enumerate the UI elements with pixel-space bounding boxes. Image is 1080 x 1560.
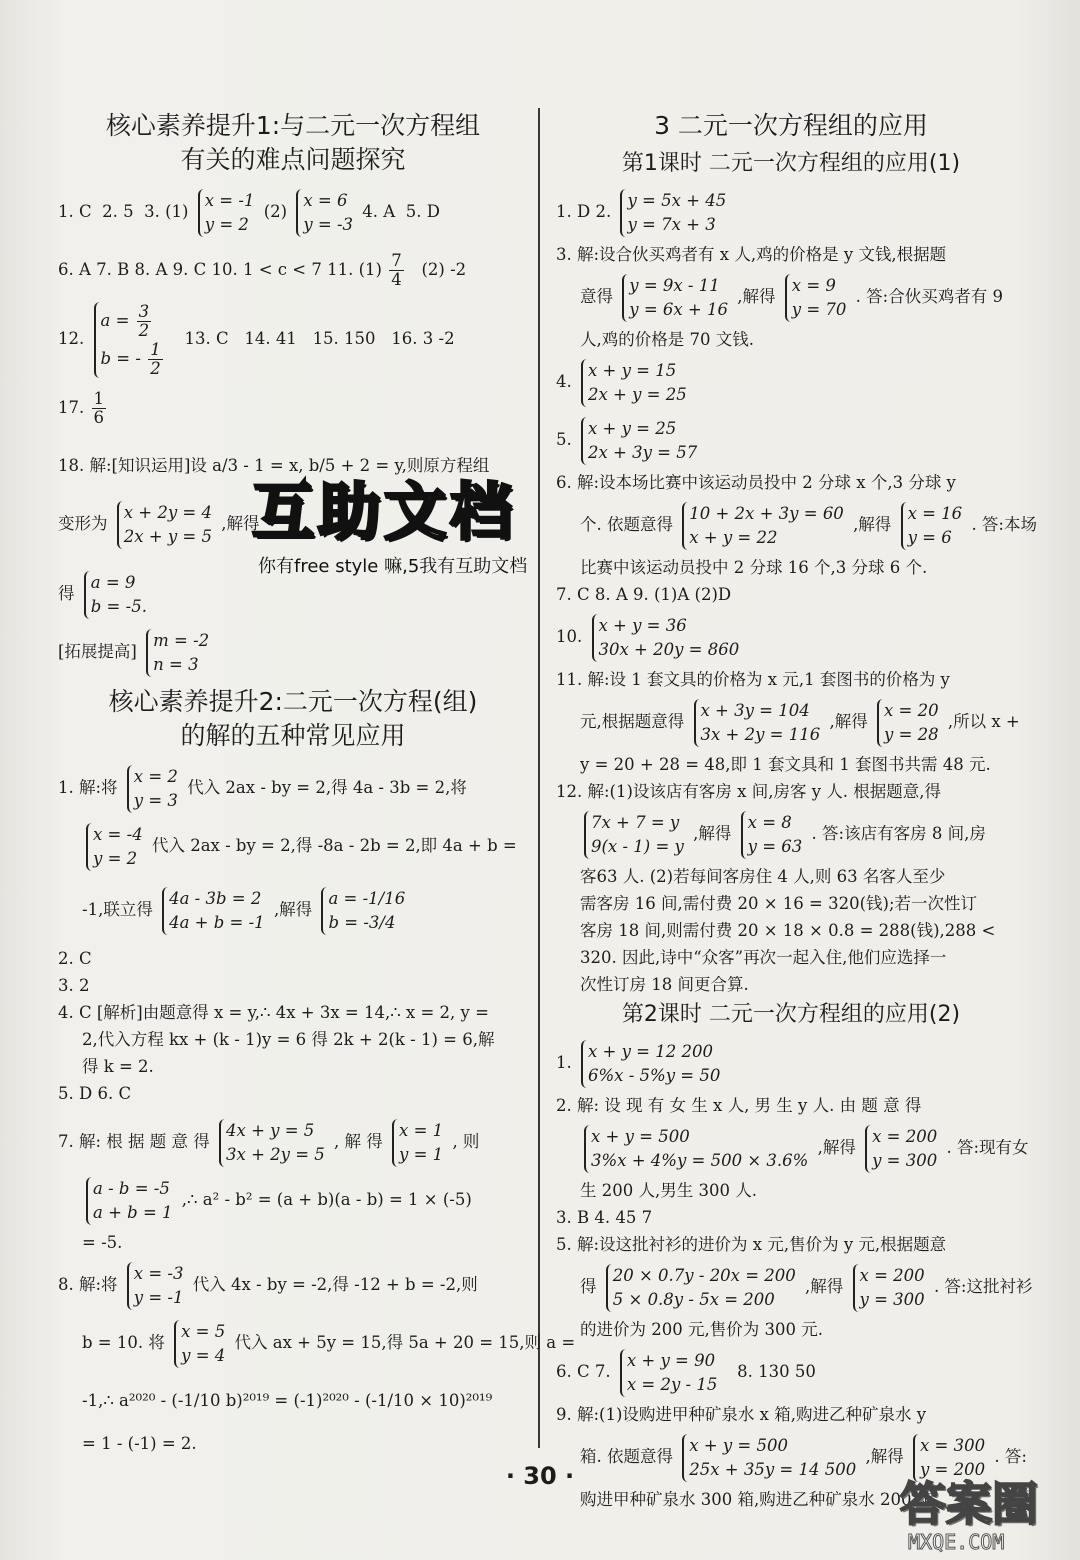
r-answer-11-cont: 元,根据题意得 x + 3y = 104 3x + 2y = 116 ,解得 x = 20 y = 28 ,所以 x + [556, 693, 1026, 751]
app-1-cont: x = -4 y = 2 代入 2ax - by = 2,得 -8a - 2b = 2,即 4a + b = [58, 817, 528, 875]
lesson-2-title: 第2课时 二元一次方程组的应用(2) [621, 1002, 961, 1027]
s-answer-3-4: 3. B 4. 45 7 [556, 1208, 653, 1227]
s-answer-5-cont: 得 20 × 0.7y - 20x = 200 5 × 0.8y - 5x = 200 ,解得 x = 200 y = 300 . 答:这批衬衫 [556, 1258, 1026, 1316]
app-7-cont: a - b = -5 a + b = 1 ,∴ a² - b² = (a + b)(a - b) = 1 × (-5) [58, 1171, 528, 1229]
answer-18: 18. 解:[知识运用]设 a/3 - 1 = x, b/5 + 2 = y,则原方程组 [58, 456, 490, 475]
app-8-end: = 1 - (-1) = 2. [82, 1434, 197, 1453]
r-answer-6-end: 比赛中该运动员投中 2 分球 16 个,3 分球 6 个. [580, 558, 928, 577]
lesson-1-title: 第1课时 二元一次方程组的应用(1) [621, 151, 961, 176]
app-8-cont: b = 10. 将 x = 5 y = 4 代入 ax + 5y = 15,得 5a + 20 = 15,则 a = [58, 1314, 528, 1372]
r-answer-12-l4: 需客房 16 间,需付费 20 × 16 = 320(钱);若一次性订 [580, 894, 978, 913]
s-answer-2-end: 生 200 人,男生 300 人. [580, 1181, 757, 1200]
r-answer-6-cont: 个. 依题意得 10 + 2x + 3y = 60 x + y = 22 ,解得 x = 16 y = 6 . 答:本场 [556, 496, 1026, 554]
chapter-title: 3 二元一次方程组的应用 [654, 111, 928, 140]
app-4-end: 得 k = 2. [82, 1057, 154, 1076]
answers-12-16: 12. a = $\frac{3}{2}$ b = - $\frac{1}{2}$ 13. C 14. 41 15. 150 16. 3 -2 [58, 301, 455, 378]
r-answer-4: 4. x + y = 15 2x + y = 25 [556, 353, 1026, 411]
app-5-6: 5. D 6. C [58, 1084, 132, 1103]
app-1-result: -1,联立得 4a - 3b = 2 4a + b = -1 ,解得 a = -1/16 b = -3/4 [58, 875, 528, 945]
answer-18-extend: [拓展提高] m = -2 n = 3 [58, 623, 528, 681]
app-7: 7. 解: 根 据 题 意 得 4x + y = 5 3x + 2y = 5 , 解 得 x = 1 y = 1 , 则 [58, 1113, 528, 1171]
s-answer-5-end: 的进价为 200 元,售价为 300 元. [580, 1320, 823, 1339]
r-answer-3-end: 人,鸡的价格是 70 文钱. [580, 330, 754, 349]
section-title-2: 核心素养提升2:二元一次方程(组) 的解的五种常见应用 [108, 687, 478, 750]
r-answer-11: 11. 解:设 1 套文具的价格为 x 元,1 套图书的价格为 y [556, 670, 950, 689]
left-column [58, 105, 576, 1457]
s-answer-5: 5. 解:设这批衬衫的进价为 x 元,售价为 y 元,根据题意 [556, 1235, 947, 1254]
site-stamp-logo: 答案圈 [900, 1477, 1038, 1531]
r-answer-12: 12. 解:(1)设该店有客房 x 间,房客 y 人. 根据题意,得 [556, 782, 942, 801]
r-answer-6: 6. 解:设本场比赛中该运动员投中 2 分球 x 个,3 分球 y [556, 473, 956, 492]
app-8: 8. 解:将 x = -3 y = -1 代入 4x - by = -2,得 -12 + b = -2,则 [58, 1256, 528, 1314]
r-answer-7-9: 7. C 8. A 9. (1)A (2)D [556, 585, 732, 604]
app-2: 2. C [58, 949, 92, 968]
r-answer-10: 10. x + y = 36 30x + 20y = 860 [556, 608, 1026, 666]
site-stamp-url: MXQE.COM [908, 1530, 1005, 1554]
page-number: · 30 · [505, 1462, 575, 1490]
r-answer-12-cont: 7x + 7 = y 9(x - 1) = y ,解得 x = 8 y = 63 . 答:该店有客房 8 间,房 [556, 805, 1026, 863]
r-answer-12-l3: 客63 人. (2)若每间客房住 4 人,则 63 名客人至少 [580, 867, 946, 886]
app-8-calc: -1,∴ a²⁰²⁰ - (-1/10 b)²⁰¹⁹ = (-1)²⁰²⁰ - (-1/10 × 10)²⁰¹⁹ [82, 1391, 493, 1410]
r-answer-3-cont: 意得 y = 9x - 11 y = 6x + 16 ,解得 x = 9 y = 70 . 答:合伙买鸡者有 9 [556, 268, 1026, 326]
s-answer-9-end: 购进甲种矿泉水 300 箱,购进乙种矿泉水 200 箱. [580, 1490, 939, 1509]
column-divider [538, 108, 540, 1448]
answer-17: 17. $\frac{1}{6}$ [58, 389, 104, 427]
app-7-end: = -5. [82, 1233, 123, 1252]
s-answer-1: 1. x + y = 12 200 6%x - 5%y = 50 [556, 1034, 1026, 1092]
app-3: 3. 2 [58, 976, 90, 995]
app-4: 4. C [解析]由题意得 x = y,∴ 4x + 3x = 14,∴ x = 2, y = [58, 1003, 489, 1022]
r-answer-12-l7: 次性订房 18 间更合算. [580, 975, 749, 994]
answer-18-cont: 变形为 x + 2y = 4 2x + y = 5 ,解得 [58, 495, 528, 553]
answers-6-11: 6. A 7. B 8. A 9. C 10. 1 < c < 7 11. (1) $\frac{7}{4}$ (2) -2 [58, 251, 467, 289]
answer-18-result: 得 a = 9 b = -5. [58, 565, 528, 623]
answers-1-5: 1. C 2. 5 3. (1) x = -1 y = 2 (2) x = 6 y = -3 4. A 5. D [58, 183, 528, 241]
watermark-slogan: 你有free style 嘛,5我有互助文档 [258, 556, 528, 577]
watermark-logo: 互助文档 [252, 475, 517, 548]
r-answer-3: 3. 解:设合伙买鸡者有 x 人,鸡的价格是 y 文钱,根据题 [556, 245, 947, 264]
app-1: 1. 解:将 x = 2 y = 3 代入 2ax - by = 2,得 4a - 3b = 2,将 [58, 759, 528, 817]
r-answer-12-l5: 客房 18 间,则需付费 20 × 18 × 0.8 = 288(钱),288 < [580, 921, 996, 940]
s-answer-2-cont: x + y = 500 3%x + 4%y = 500 × 3.6% ,解得 x = 200 y = 300 . 答:现有女 [556, 1119, 1026, 1177]
r-answer-5: 5. x + y = 25 2x + 3y = 57 [556, 411, 1026, 469]
s-answer-9: 9. 解:(1)设购进甲种矿泉水 x 箱,购进乙种矿泉水 y [556, 1405, 927, 1424]
r-answer-12-l6: 320. 因此,诗中“众客”再次一起入住,他们应选择一 [580, 948, 947, 967]
s-answer-2: 2. 解: 设 现 有 女 生 x 人, 男 生 y 人. 由 题 意 得 [556, 1096, 922, 1115]
r-answer-1-2: 1. D 2. y = 5x + 45 y = 7x + 3 [556, 183, 1026, 241]
right-column [556, 105, 1037, 1513]
app-4-cont: 2,代入方程 kx + (k - 1)y = 6 得 2k + 2(k - 1) = 6,解 [82, 1030, 495, 1049]
section-title-1: 核心素养提升1:与二元一次方程组 有关的难点问题探究 [105, 111, 481, 174]
s-answer-6-8: 6. C 7. x + y = 90 x = 2y - 15 8. 130 50 [556, 1343, 1026, 1401]
s-answer-9-cont: 箱. 依题意得 x + y = 500 25x + 35y = 14 500 ,解得 x = 300 y = 200 . 答: [556, 1428, 1026, 1486]
r-answer-11-end: y = 20 + 28 = 48,即 1 套文具和 1 套图书共需 48 元. [580, 755, 991, 774]
